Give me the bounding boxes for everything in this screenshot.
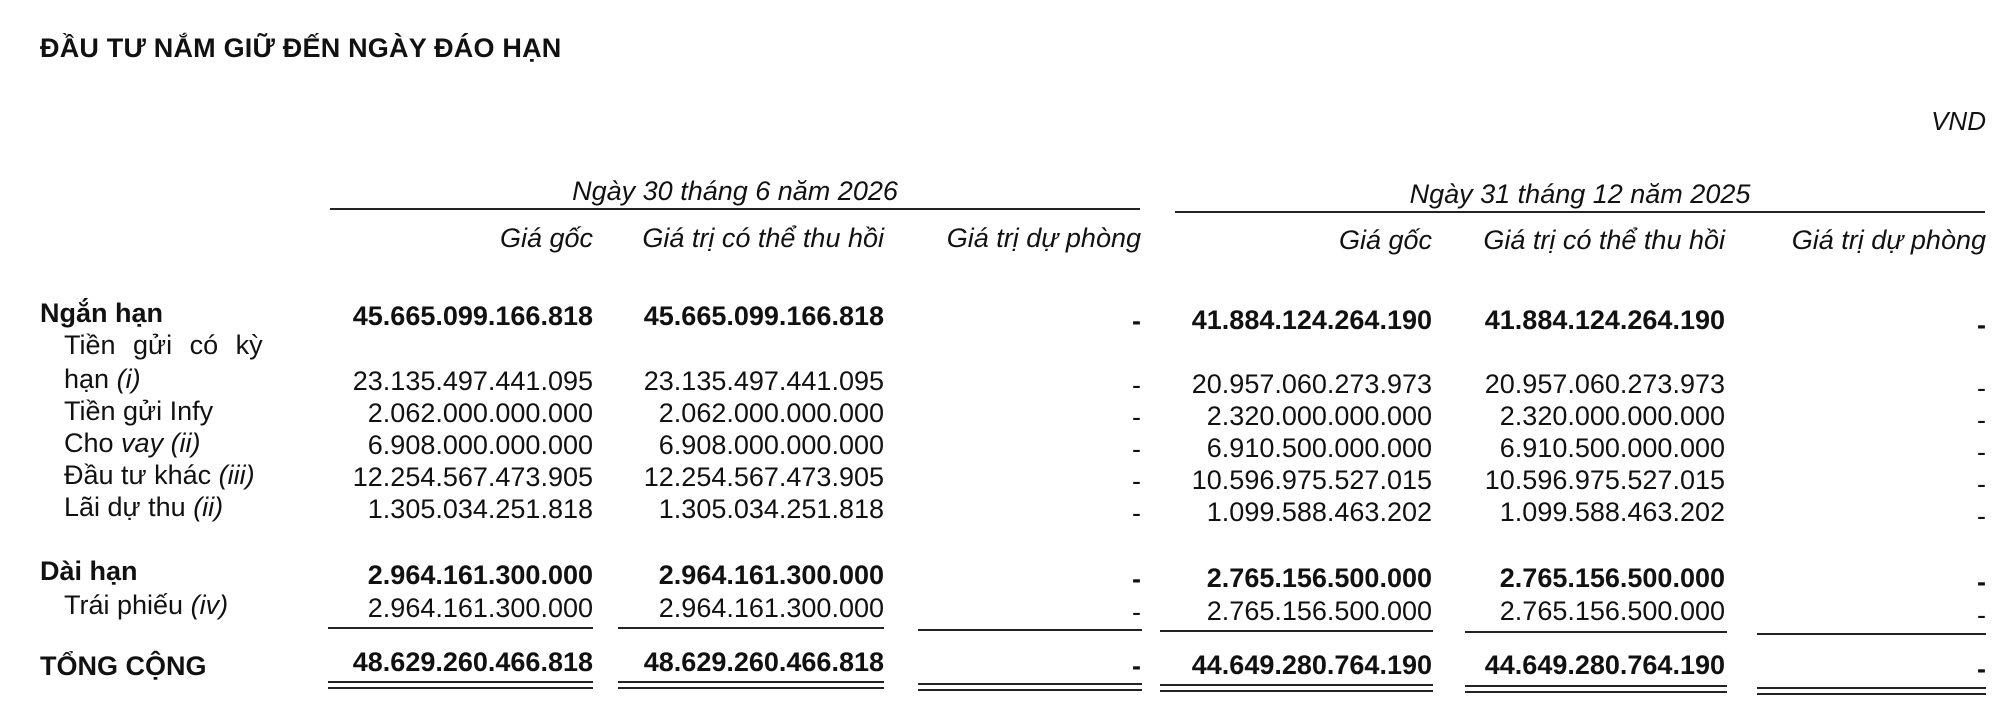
value-cell: 1.099.588.463.202 xyxy=(1206,497,1432,527)
column-header: Giá trị có thể thu hồi xyxy=(642,223,884,253)
row-label-term-deposits-line2: hạn (i) xyxy=(64,364,141,394)
section-title: ĐẦU TƯ NẮM GIỮ ĐẾN NGÀY ĐÁO HẠN xyxy=(40,33,562,63)
value-cell: - xyxy=(1132,402,1141,432)
value-cell: 10.596.975.527.015 xyxy=(1484,465,1725,495)
value-cell: 2.964.161.300.000 xyxy=(658,560,884,590)
value-cell: 2.964.161.300.000 xyxy=(367,560,593,590)
value-cell: - xyxy=(1132,564,1141,594)
value-cell: - xyxy=(1977,373,1986,403)
value-cell: 2.964.161.300.000 xyxy=(658,593,884,623)
period-header-2025: Ngày 31 tháng 12 năm 2025 xyxy=(1409,179,1751,209)
total-double-rule xyxy=(328,681,593,689)
value-cell: 12.254.567.473.905 xyxy=(643,462,884,492)
row-label-term-deposits-line1: Tiền gửi có kỳ xyxy=(64,330,263,360)
row-label-other-investments: Đầu tư khác (iii) xyxy=(64,460,255,490)
row-label-bonds: Trái phiếu (iv) xyxy=(64,590,229,620)
value-cell: - xyxy=(1132,370,1141,400)
value-cell: 2.765.156.500.000 xyxy=(1499,563,1725,593)
column-header: Giá gốc xyxy=(1338,225,1432,255)
value-cell: 1.305.034.251.818 xyxy=(367,494,593,524)
total-double-rule xyxy=(1160,684,1433,692)
value-cell: - xyxy=(1977,437,1986,467)
row-label-short-term: Ngắn hạn xyxy=(40,298,164,328)
value-cell: 6.908.000.000.000 xyxy=(367,430,593,460)
value-cell: 23.135.497.441.095 xyxy=(352,366,593,396)
column-header: Giá trị dự phòng xyxy=(946,223,1141,253)
value-cell: 41.884.124.264.190 xyxy=(1191,305,1432,335)
value-cell: 6.908.000.000.000 xyxy=(658,430,884,460)
value-cell: 2.765.156.500.000 xyxy=(1206,563,1432,593)
value-cell: 2.765.156.500.000 xyxy=(1499,596,1725,626)
subtotal-rule xyxy=(1757,633,1986,635)
value-cell: - xyxy=(1132,597,1141,627)
value-cell: - xyxy=(1977,654,1986,684)
value-cell: - xyxy=(1977,567,1986,597)
value-cell: 45.665.099.166.818 xyxy=(352,301,593,331)
total-double-rule xyxy=(618,681,884,689)
value-cell: - xyxy=(1977,501,1986,531)
value-cell: - xyxy=(1977,469,1986,499)
row-label-long-term: Dài hạn xyxy=(40,556,138,586)
column-header: Giá trị có thể thu hồi xyxy=(1483,225,1725,255)
value-cell: 6.910.500.000.000 xyxy=(1499,433,1725,463)
subtotal-rule xyxy=(328,627,593,629)
value-cell: 48.629.260.466.818 xyxy=(643,647,884,677)
total-double-rule xyxy=(1465,685,1727,693)
value-cell: 2.320.000.000.000 xyxy=(1499,401,1725,431)
subtotal-rule xyxy=(618,627,884,629)
value-cell: - xyxy=(1132,306,1141,336)
row-label-total: TỔNG CỘNG xyxy=(40,651,207,681)
value-cell: 20.957.060.273.973 xyxy=(1191,369,1432,399)
value-cell: - xyxy=(1977,600,1986,630)
value-cell: 1.305.034.251.818 xyxy=(658,494,884,524)
value-cell: 44.649.280.764.190 xyxy=(1191,650,1432,680)
value-cell: - xyxy=(1132,434,1141,464)
total-double-rule xyxy=(1757,687,1986,695)
value-cell: 2.964.161.300.000 xyxy=(367,593,593,623)
value-cell: 2.320.000.000.000 xyxy=(1206,401,1432,431)
value-cell: 6.910.500.000.000 xyxy=(1206,433,1432,463)
value-cell: 10.596.975.527.015 xyxy=(1191,465,1432,495)
period-underline xyxy=(330,208,1140,210)
value-cell: - xyxy=(1977,405,1986,435)
column-header: Giá trị dự phòng xyxy=(1791,225,1986,255)
period-header-2026: Ngày 30 tháng 6 năm 2026 xyxy=(572,176,898,206)
column-header: Giá gốc xyxy=(499,223,593,253)
value-cell: 2.765.156.500.000 xyxy=(1206,596,1432,626)
value-cell: 41.884.124.264.190 xyxy=(1484,305,1725,335)
value-cell: 23.135.497.441.095 xyxy=(643,366,884,396)
value-cell: - xyxy=(1132,651,1141,681)
row-label-infy-deposits: Tiền gửi Infy xyxy=(64,396,214,426)
value-cell: 2.062.000.000.000 xyxy=(658,398,884,428)
value-cell: 45.665.099.166.818 xyxy=(643,301,884,331)
subtotal-rule xyxy=(1465,631,1727,633)
total-double-rule xyxy=(918,683,1142,691)
value-cell: 20.957.060.273.973 xyxy=(1484,369,1725,399)
value-cell: 2.062.000.000.000 xyxy=(367,398,593,428)
value-cell: - xyxy=(1132,466,1141,496)
value-cell: 44.649.280.764.190 xyxy=(1484,650,1725,680)
value-cell: 12.254.567.473.905 xyxy=(352,462,593,492)
subtotal-rule xyxy=(1160,630,1433,632)
subtotal-rule xyxy=(918,629,1142,631)
currency-unit: VND xyxy=(1931,106,1986,136)
value-cell: - xyxy=(1132,498,1141,528)
period-underline xyxy=(1175,211,1985,213)
value-cell: 1.099.588.463.202 xyxy=(1499,497,1725,527)
value-cell: 48.629.260.466.818 xyxy=(352,647,593,677)
row-label-loans: Cho vay (ii) xyxy=(64,428,201,458)
value-cell: - xyxy=(1977,310,1986,340)
row-label-accrued-interest: Lãi dự thu (ii) xyxy=(64,492,224,522)
